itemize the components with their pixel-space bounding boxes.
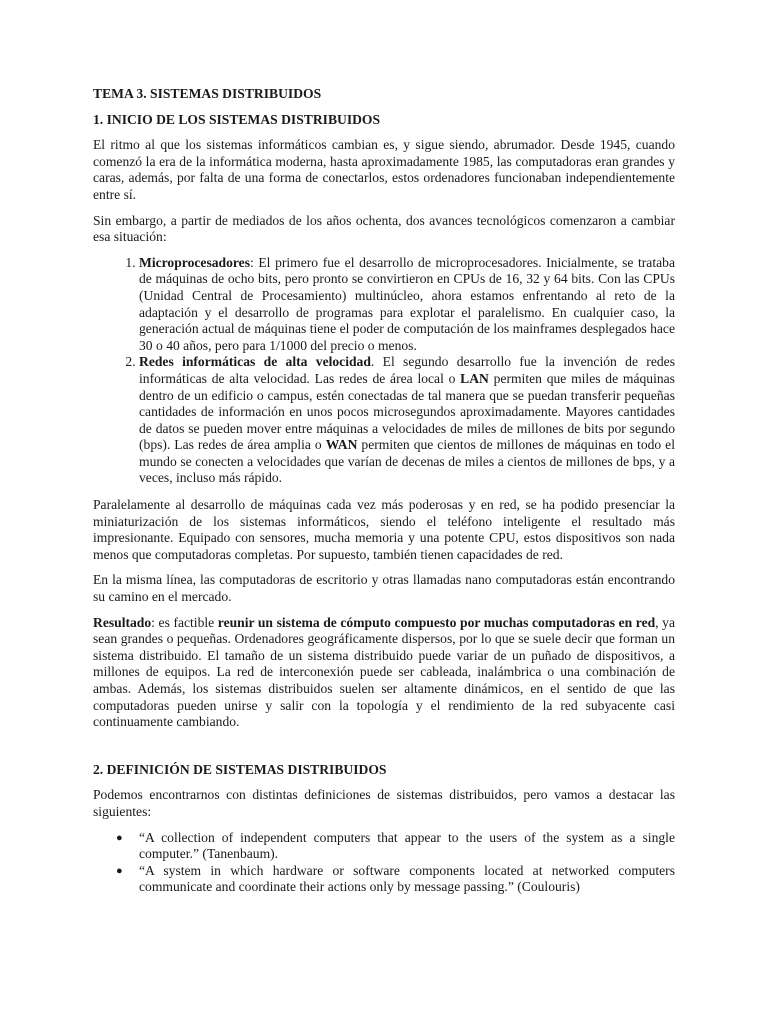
- paragraph-desktop: En la misma línea, las computadoras de escritorio y otras llamadas nano computadoras están encontrando su camino en el mercado.: [93, 572, 675, 605]
- result-label: Resultado: [93, 614, 152, 630]
- result-colon: : es factible: [151, 614, 218, 630]
- paragraph-intro: El ritmo al que los sistemas informáticos cambian es, y sigue siendo, abrumador. Desde 1945, cuando comenzó la era de la informática moderna, hasta aproximadamente 1985, las computadoras eran grandes y caras, además, por falta de una forma de conectarlos, estos ordenadores funcionaban independientemente entre sí.: [93, 137, 675, 202]
- document-title: TEMA 3. SISTEMAS DISTRIBUIDOS: [93, 86, 322, 101]
- definition-text: “A system in which hardware or software components located at networked computers communicate and coordinate their actions only by message passing.” (Coulouris): [139, 862, 675, 895]
- text-microprocessors: : El primero fue el desarrollo de microprocesadores. Inicialmente, se trataba de máquinas de ocho bits, pero pronto se convirtieron en CPUs de 16, 32 y 64 bits. Con las CPUs (Unidad Central de Procesamiento) multinúcleo, ahora estamos enfrentando al reto de la adaptación y el desarrollo de programas para explotar el paralelismo. En cualquier caso, la generación actual de máquinas tiene el poder de computación de los mainframes desplegados hace 30 o 40 años, pero para 1/1000 del precio o menos.: [139, 254, 675, 353]
- term-networks: Redes informáticas de alta velocidad: [139, 354, 371, 370]
- section-spacer: [93, 740, 675, 762]
- definitions-list: [93, 830, 675, 896]
- paragraph-miniaturization: Paralelamente al desarrollo de máquinas cada vez más poderosas y en red, se ha podido presenciar la miniaturización de los sistemas informáticos, siendo el teléfono inteligente el resultado más impresionante. Equipado con sensores, mucha memoria y una potente CPU, estos dispositivos son nada menos que computadoras completas. Por supuesto, también tienen capacidades de red.: [93, 497, 675, 562]
- term-lan: LAN: [460, 370, 489, 386]
- paragraph-definitions: Podemos encontrarnos con distintas definiciones de sistemas distribuidos, pero vamos a destacar las siguientes:: [93, 787, 675, 819]
- document-page: [93, 86, 675, 896]
- text-networks-b: permiten que miles de máquinas dentro de un edificio o campus, estén conectadas de tal manera que se puedan transferir pequeñas cantidades de información en unos pocos microsegundos aproximadamente. Mayores cantidades de datos se pueden mover entre máquinas a velocidades de miles de millones de bits por segundo (bps). Las redes de área amplia o: [139, 370, 675, 453]
- bullet-icon: ●: [116, 831, 123, 844]
- section-2-heading: 2. DEFINICIÓN DE SISTEMAS DISTRIBUIDOS: [93, 761, 387, 777]
- term-microprocessors: Microprocesadores: [139, 254, 250, 270]
- list-item-networks: [139, 354, 675, 487]
- list-item-microprocessors: [139, 255, 675, 355]
- result-bold: reunir un sistema de cómputo compuesto por muchas computadoras en red: [217, 614, 656, 630]
- list-item-definition: [116, 862, 675, 896]
- list-item-definition: [116, 829, 675, 863]
- paragraph-result: [93, 615, 675, 731]
- result-rest: , ya sean grandes o pequeñas. Ordenadores geográficamente dispersos, por lo que se suele decir que forman un sistema distribuido. El tamaño de un sistema distribuido puede variar de un puñado de dispositivos, a millones de equipos. La red de interconexión puede ser cableada, inalámbrica o una combinación de ambas. Además, los sistemas distribuidos suelen ser altamente dinámicos, en el sentido de que las computadoras pueden unirse y salir con la topología y el rendimiento de la red subyacente casi continuamente cambiando.: [93, 614, 675, 730]
- text-networks-c: permiten que cientos de millones de máquinas en todo el mundo se conecten a velocidades que varían de decenas de miles a cientos de millones de bps, y a veces, incluso más rápido.: [139, 437, 675, 486]
- advances-list: [93, 255, 675, 487]
- text-networks-a: . El segundo desarrollo fue la invención de redes informáticas de alta velocidad. Las redes de área local o: [139, 354, 675, 386]
- bullet-icon: ●: [116, 864, 123, 877]
- definition-text: “A collection of independent computers that appear to the users of the system as a single computer.” (Tanenbaum).: [139, 829, 675, 862]
- section-1-heading: 1. INICIO DE LOS SISTEMAS DISTRIBUIDOS: [93, 111, 381, 127]
- paragraph-advances: Sin embargo, a partir de mediados de los años ochenta, dos avances tecnológicos comenzaron a cambiar esa situación:: [93, 212, 675, 245]
- term-wan: WAN: [325, 437, 358, 453]
